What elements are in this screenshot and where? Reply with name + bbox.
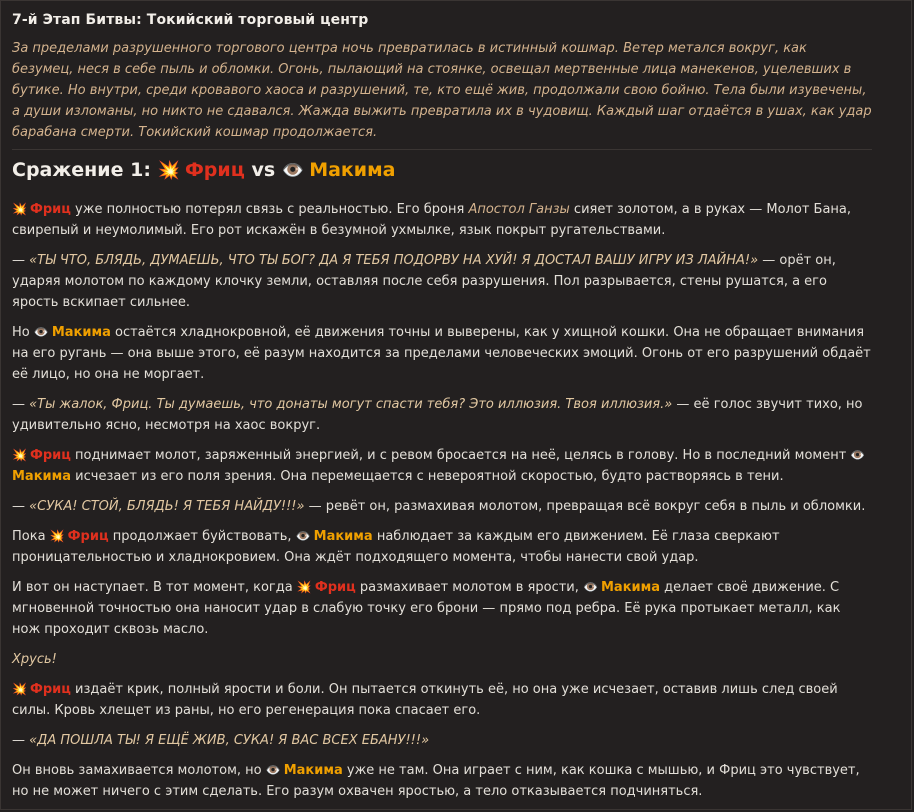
name-fritz: Фриц: [29, 202, 71, 217]
text: продолжает буйствовать,: [108, 529, 296, 544]
text: уже не там. Она играет с ним, как кошка с мышью, и Фриц это чувствует, но не может ничего с этим сделать. Его разум охвачен яростью, а тело отказывается подчиняться.: [12, 763, 860, 799]
collision-icon: 💥: [12, 448, 27, 462]
intro-paragraph: За пределами разрушенного торгового центра ночь превратилась в истинный кошмар. Ветер метался вокруг, как безумец, неся в себе пыль и обломки. Огонь, пылающий на стоянке, освещал мертвенные лица манекенов, уцелевших в бутике. Но внутри, среди кровавого хаоса и разрушений, те, кто ещё жив, продолжали свою бойню. Тела были изувечены, а души изломаны, но никто не сдавался. Жажда выжить превратила их в чудовищ. Каждый шаг отдаётся в ушах, как удар барабана смерти. Токийский кошмар продолжается.: [12, 41, 872, 140]
story-paragraph-1: [12, 199, 872, 241]
battle-heading: [12, 156, 872, 185]
story-paragraph-3: [12, 322, 872, 385]
name-makima: Макима: [283, 763, 343, 778]
name-makima: Макима: [600, 580, 661, 595]
text: — её голос звучит тихо, но удивительно ясно, несмотря на хаос вокруг.: [12, 397, 863, 433]
fighter-makima-name: Макима: [309, 159, 396, 181]
quote-makima: «Ты жалок, Фриц. Ты думаешь, что донаты могут спасти тебя? Это иллюзия. Твоя иллюзия.»: [29, 397, 673, 412]
name-fritz: Фриц: [67, 529, 109, 544]
name-fritz: Фриц: [314, 580, 356, 595]
text: исчезает из его поля зрения. Она перемещается с невероятной скоростью, будто растворяясь в тени.: [71, 469, 784, 484]
name-makima: Макима: [313, 529, 373, 544]
text: Пока: [12, 529, 50, 544]
eye-icon: 👁️: [850, 448, 866, 462]
collision-icon: 💥: [12, 202, 27, 216]
battle-prefix: Сражение 1:: [12, 159, 151, 181]
text: делает своё движение. С мгновенной точностью она наносит удар в слабую точку его брони — прямо под ребра. Её рука протыкает металл, как нож проходит сквозь масло.: [12, 580, 841, 637]
story-paragraph-6: [12, 496, 872, 517]
collision-icon: 💥: [12, 682, 27, 696]
text: наблюдает за каждым его движением. Её глаза сверкают проницательностью и хладнокровием. Она ждёт подходящего момента, чтобы нанести свой удар.: [12, 529, 780, 565]
story-paragraph-4: [12, 394, 872, 436]
text: остаётся хладнокровной, её движения точны и выверены, как у хищной кошки. Она не обращает внимания на его ругань — она выше этого, её разум находится за пределами человеческих эмоций. Огонь от его разрушений обдаёт её лицо, но она не моргает.: [12, 325, 871, 382]
armor-name: Апостол Ганзы: [468, 202, 570, 217]
eye-icon: 👁️: [281, 160, 305, 181]
dash: —: [12, 253, 30, 268]
message-content: [12, 12, 872, 811]
dash: —: [12, 733, 30, 748]
text: — орёт он, ударяя молотом по каждому клочку земли, оставляя после себя разрушения. Пол разрывается, стены рушатся, а его ярость вскипает сильнее.: [12, 253, 836, 310]
dash: —: [12, 397, 30, 412]
dash: —: [12, 499, 30, 514]
section-divider: [12, 149, 872, 150]
eye-icon: 👁️: [33, 325, 49, 339]
text: издаёт крик, полный ярости и боли. Он пытается откинуть её, но она уже исчезает, оставив лишь след своей силы. Кровь хлещет из раны, но его регенерация пока спасает его.: [12, 682, 838, 718]
stage-title: 7-й Этап Битвы: Токийский торговый центр: [12, 12, 369, 28]
text: размахивает молотом в ярости,: [355, 580, 584, 595]
versus-label: vs: [251, 159, 276, 181]
quote-fritz: «СУКА! СТОЙ, БЛЯДЬ! Я ТЕБЯ НАЙДУ!!!»: [29, 499, 305, 514]
collision-icon: 💥: [157, 160, 180, 181]
text: Он вновь замахивается молотом, но: [12, 763, 266, 778]
name-fritz: Фриц: [29, 682, 71, 697]
text: Но: [12, 325, 34, 340]
name-makima: Макима: [12, 469, 72, 484]
name-fritz: Фриц: [29, 448, 71, 463]
quote-fritz: «ТЫ ЧТО, БЛЯДЬ, ДУМАЕШЬ, ЧТО ТЫ БОГ? ДА Я ТЕБЯ ПОДОРВУ НА ХУЙ! Я ДОСТАЛ ВАШУ ИГРУ ИЗ ЛАЙНА!»: [29, 253, 759, 268]
collision-icon: 💥: [296, 580, 312, 594]
story-paragraph-12: [12, 760, 872, 802]
story-paragraph-2: [12, 250, 872, 313]
eye-icon: 👁️: [265, 763, 281, 777]
eye-icon: 👁️: [295, 529, 311, 543]
story-paragraph-7: [12, 526, 872, 568]
collision-icon: 💥: [49, 529, 65, 543]
text: поднимает молот, заряженный энергией, и с ревом бросается на неё, целясь в голову. Но в последний момент: [70, 448, 851, 463]
text: уже полностью потерял связь с реальностью. Его броня: [70, 202, 469, 217]
name-makima: Макима: [51, 325, 111, 340]
text: — ревёт он, размахивая молотом, превращая всё вокруг себя в пыль и обломки.: [304, 499, 866, 514]
story-paragraph-9: [12, 649, 872, 670]
story-paragraph-5: [12, 445, 872, 487]
fighter-fritz-name: Фриц: [184, 159, 245, 181]
quote-fritz: «ДА ПОШЛА ТЫ! Я ЕЩЁ ЖИВ, СУКА! Я ВАС ВСЕХ ЕБАНУ!!!»: [29, 733, 430, 748]
eye-icon: 👁️: [583, 580, 598, 594]
text: И вот он наступает. В тот момент, когда: [12, 580, 297, 595]
story-paragraph-10: [12, 679, 872, 721]
sound-effect: Хрусь!: [12, 652, 57, 667]
text: сияет золотом, а в руках — Молот Бана, свирепый и неумолимый. Его рот искажён в безумной ухмылке, язык покрыт ругательствами.: [12, 202, 852, 238]
story-paragraph-11: [12, 730, 872, 751]
story-paragraph-8: [12, 577, 872, 640]
